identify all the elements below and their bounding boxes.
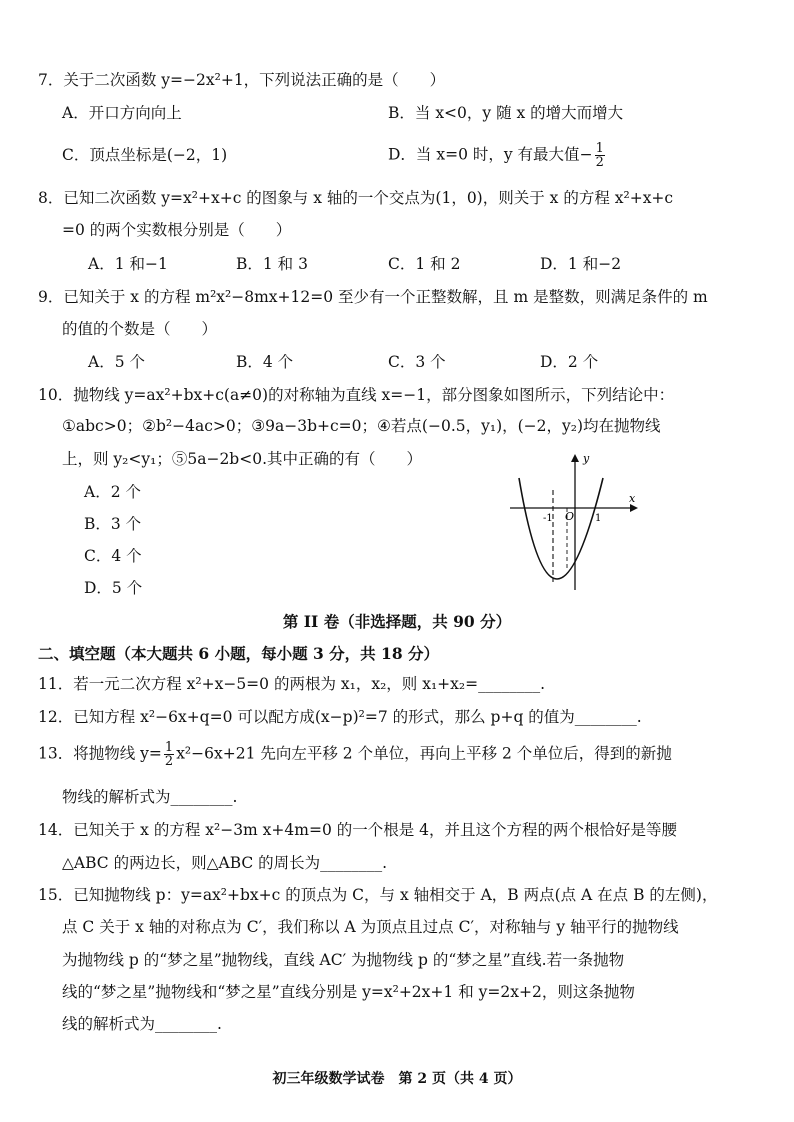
q15-line4: 线的“梦之星”抛物线和“梦之星”直线分别是 y=x²+2x+1 和 y=2x+2，则这条抛物 xyxy=(62,983,635,1001)
page-footer: 初三年级数学试卷 第 2 页（共 4 页） xyxy=(272,1071,522,1087)
q8-option-c: C．1 和 2 xyxy=(388,255,461,273)
q14-line1: 14．已知关于 x 的方程 x²−3m x+4m=0 的一个根是 4，并且这个方程的两个根恰好是等腰 xyxy=(38,821,678,839)
q7-option-c: C．顶点坐标是(−2，1) xyxy=(62,146,228,164)
q7-option-d: D．当 x=0 时，y 有最大值− $\frac{1}{2}$ xyxy=(388,141,604,170)
q9-option-d: D．2 个 xyxy=(540,353,599,371)
q10-stem-line3: 上，则 y₂<y₁；⑤5a−2b<0.其中正确的有（ ） xyxy=(62,450,423,468)
q10-stem-line2: ①abc>0；②b²−4ac>0；③9a−3b+c=0；④若点(−0.5，y₁)，(−2，y₂)均在抛物线 xyxy=(62,417,661,435)
q13-suffix: x²−6x+21 先向左平移 2 个单位，再向上平移 2 个单位后，得到的新抛 xyxy=(176,744,672,763)
q7-option-d-text: D．当 x=0 时，y 有最大值 xyxy=(388,145,580,164)
q13-fraction: $\frac{1}{2}$ xyxy=(164,740,174,769)
x-axis-label: x xyxy=(629,492,636,505)
q15-line2: 点 C 关于 x 轴的对称点为 C′，我们称以 A 为顶点且过点 C′，对称轴与 y 轴平行的抛物线 xyxy=(62,918,679,936)
q7-option-b: B．当 x<0，y 随 x 的增大而增大 xyxy=(388,104,624,122)
q13-line2: 物线的解析式为________. xyxy=(62,788,238,806)
q7-stem: 7．关于二次函数 y=−2x²+1，下列说法正确的是（ ） xyxy=(38,71,446,89)
q15-line3: 为抛物线 p 的“梦之星”抛物线，直线 AC′ 为抛物线 p 的“梦之星”直线.若一条抛物 xyxy=(62,951,625,969)
q12: 12．已知方程 x²−6x+q=0 可以配方成(x−p)²=7 的形式，那么 p+q 的值为________. xyxy=(38,708,642,726)
q10-option-a: A．2 个 xyxy=(84,483,141,501)
tick-neg1-label: -1 xyxy=(543,513,553,524)
q15-line5: 线的解析式为________. xyxy=(62,1015,222,1033)
q8-option-b: B．1 和 3 xyxy=(236,255,308,273)
q10-option-b: B．3 个 xyxy=(84,515,142,533)
part2-title: 第 II 卷（非选择题，共 90 分） xyxy=(282,612,512,631)
q11: 11．若一元二次方程 x²+x−5=0 的两根为 x₁，x₂，则 x₁+x₂=________. xyxy=(38,675,546,693)
q7-option-a: A．开口方向向上 xyxy=(62,104,182,122)
q8-stem-line2: =0 的两个实数根分别是（ ） xyxy=(62,221,292,239)
q10-option-c: C．4 个 xyxy=(84,547,142,565)
q10-stem-line1: 10．抛物线 y=ax²+bx+c(a≠0)的对称轴为直线 x=−1，部分图象如图所示，下列结论中： xyxy=(38,386,675,404)
y-axis-label: y xyxy=(583,452,590,465)
origin-label: O xyxy=(565,510,575,523)
q9-option-a: A．5 个 xyxy=(88,353,145,371)
parabola-curve xyxy=(519,478,603,579)
q9-stem-line2: 的值的个数是（ ） xyxy=(62,320,218,338)
q13-line1 xyxy=(38,741,672,768)
q8-stem-line1: 8．已知二次函数 y=x²+x+c 的图象与 x 轴的一个交点为(1，0)，则关于 x 的方程 x²+x+c xyxy=(38,189,674,207)
q10-option-d: D．5 个 xyxy=(84,579,143,597)
q15-line1: 15．已知抛物线 p：y=ax²+bx+c 的顶点为 C，与 x 轴相交于 A，B 两点(点 A 在点 B 的左侧)， xyxy=(38,886,718,904)
q9-option-c: C．3 个 xyxy=(388,353,446,371)
q9-stem-line1: 9．已知关于 x 的方程 m²x²−8mx+12=0 至少有一个正整数解，且 m 是整数，则满足条件的 m xyxy=(38,288,708,306)
q13-prefix: 13．将抛物线 y= xyxy=(38,744,162,763)
q7-fraction: $\frac{1}{2}$ xyxy=(595,141,604,170)
q9-option-b: B．4 个 xyxy=(236,353,294,371)
y-axis-arrow xyxy=(571,454,579,462)
q14-line2: △ABC 的两边长，则△ABC 的周长为________. xyxy=(62,854,388,872)
tick-1-label: 1 xyxy=(595,513,602,524)
x-axis-arrow xyxy=(630,504,638,512)
q8-option-d: D．1 和−2 xyxy=(540,255,622,273)
q10-parabola-figure xyxy=(505,450,640,595)
section2-heading: 二、填空题（本大题共 6 小题，每小题 3 分，共 18 分） xyxy=(38,644,440,663)
q8-option-a: A．1 和−1 xyxy=(88,255,168,273)
